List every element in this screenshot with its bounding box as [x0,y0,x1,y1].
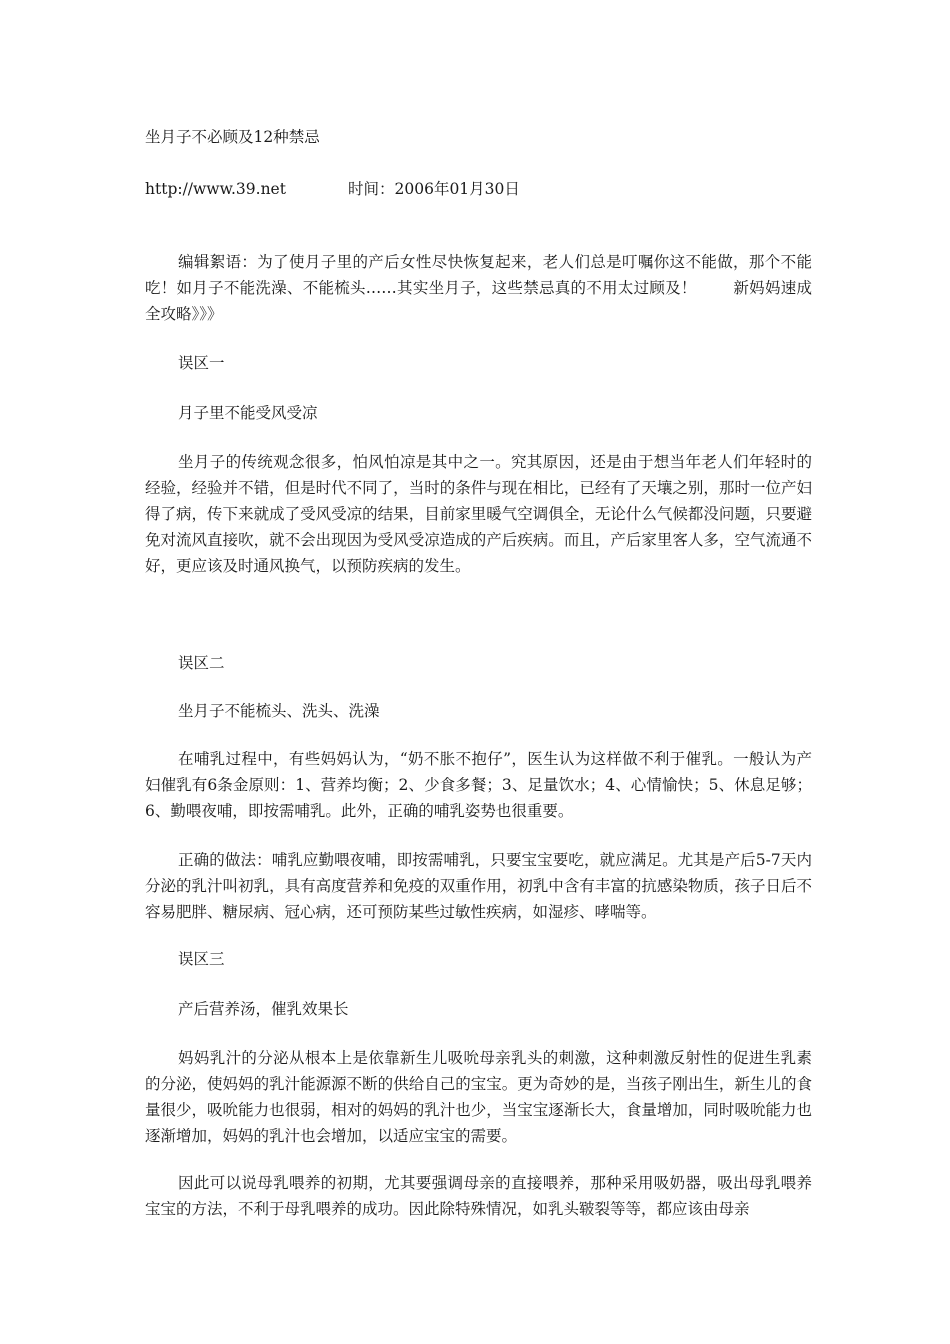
section2-body1: 在哺乳过程中，有些妈妈认为，“奶不胀不抱仔”，医生认为这样做不利于催乳。一般认为产妇催乳有6条金原则：1、营养均衡；2、少食多餐；3、足量饮水；4、心情愉快；5、休息足够；6、勤喂夜哺，即按需哺乳。此外，正确的哺乳姿势也很重要。 [145,750,812,820]
section3-subheading: 产后营养汤，催乳效果长 [178,1000,349,1018]
section1-body: 坐月子的传统观念很多，怕风怕凉是其中之一。究其原因，还是由于想当年老人们年轻时的经验，经验并不错，但是时代不同了，当时的条件与现在相比，已经有了天壤之别，那时一位产妇得了病，传下来就成了受风受凉的结果，目前家里暖气空调俱全，无论什么气候都没问题，只要避免对流风直接吹，就不会出现因为受风受凉造成的产后疾病。而且，产后家里客人多，空气流通不好，更应该及时通风换气，以预防疾病的发生。 [145,453,812,575]
section3-body1: 妈妈乳汁的分泌从根本上是依靠新生儿吸吮母亲乳头的刺激，这种刺激反射性的促进生乳素的分泌，使妈妈的乳汁能源源不断的供给自己的宝宝。更为奇妙的是，当孩子刚出生，新生儿的食量很少，吸吮能力也很弱，相对的妈妈的乳汁也少，当宝宝逐渐长大，食量增加，同时吸吮能力也逐渐增加，妈妈的乳汁也会增加，以适应宝宝的需要。 [145,1049,812,1145]
section1-heading: 误区一 [178,354,225,372]
section3-body2: 因此可以说母乳喂养的初期，尤其要强调母亲的直接喂养，那种采用吸奶器，吸出母乳喂养宝宝的方法，不利于母乳喂养的成功。因此除特殊情况，如乳头皲裂等等，都应该由母亲 [145,1174,812,1218]
doc-title: 坐月子不必顾及12种禁忌 [145,128,320,146]
section3-heading: 误区三 [178,950,225,968]
section2-heading: 误区二 [178,654,225,672]
intro-paragraph: 编辑絮语：为了使月子里的产后女性尽快恢复起来，老人们总是叮嘱你这不能做，那个不能吃！如月子不能洗澡、不能梳头……其实坐月子，这些禁忌真的不用太过顾及！ 新妈妈速成全攻略》》》 [145,253,812,323]
section2-body2: 正确的做法：哺乳应勤喂夜哺，即按需哺乳，只要宝宝要吃，就应满足。尤其是产后5-7天内分泌的乳汁叫初乳，具有高度营养和免疫的双重作用，初乳中含有丰富的抗感染物质，孩子日后不容易肥胖、糖尿病、冠心病，还可预防某些过敏性疾病，如湿疹、哮喘等。 [145,851,812,921]
source-url: http://www.39.net [145,180,286,198]
publish-time: 时间：2006年01月30日 [348,180,520,198]
section1-subheading: 月子里不能受风受凉 [178,404,318,422]
section2-subheading: 坐月子不能梳头、洗头、洗澡 [178,702,380,720]
